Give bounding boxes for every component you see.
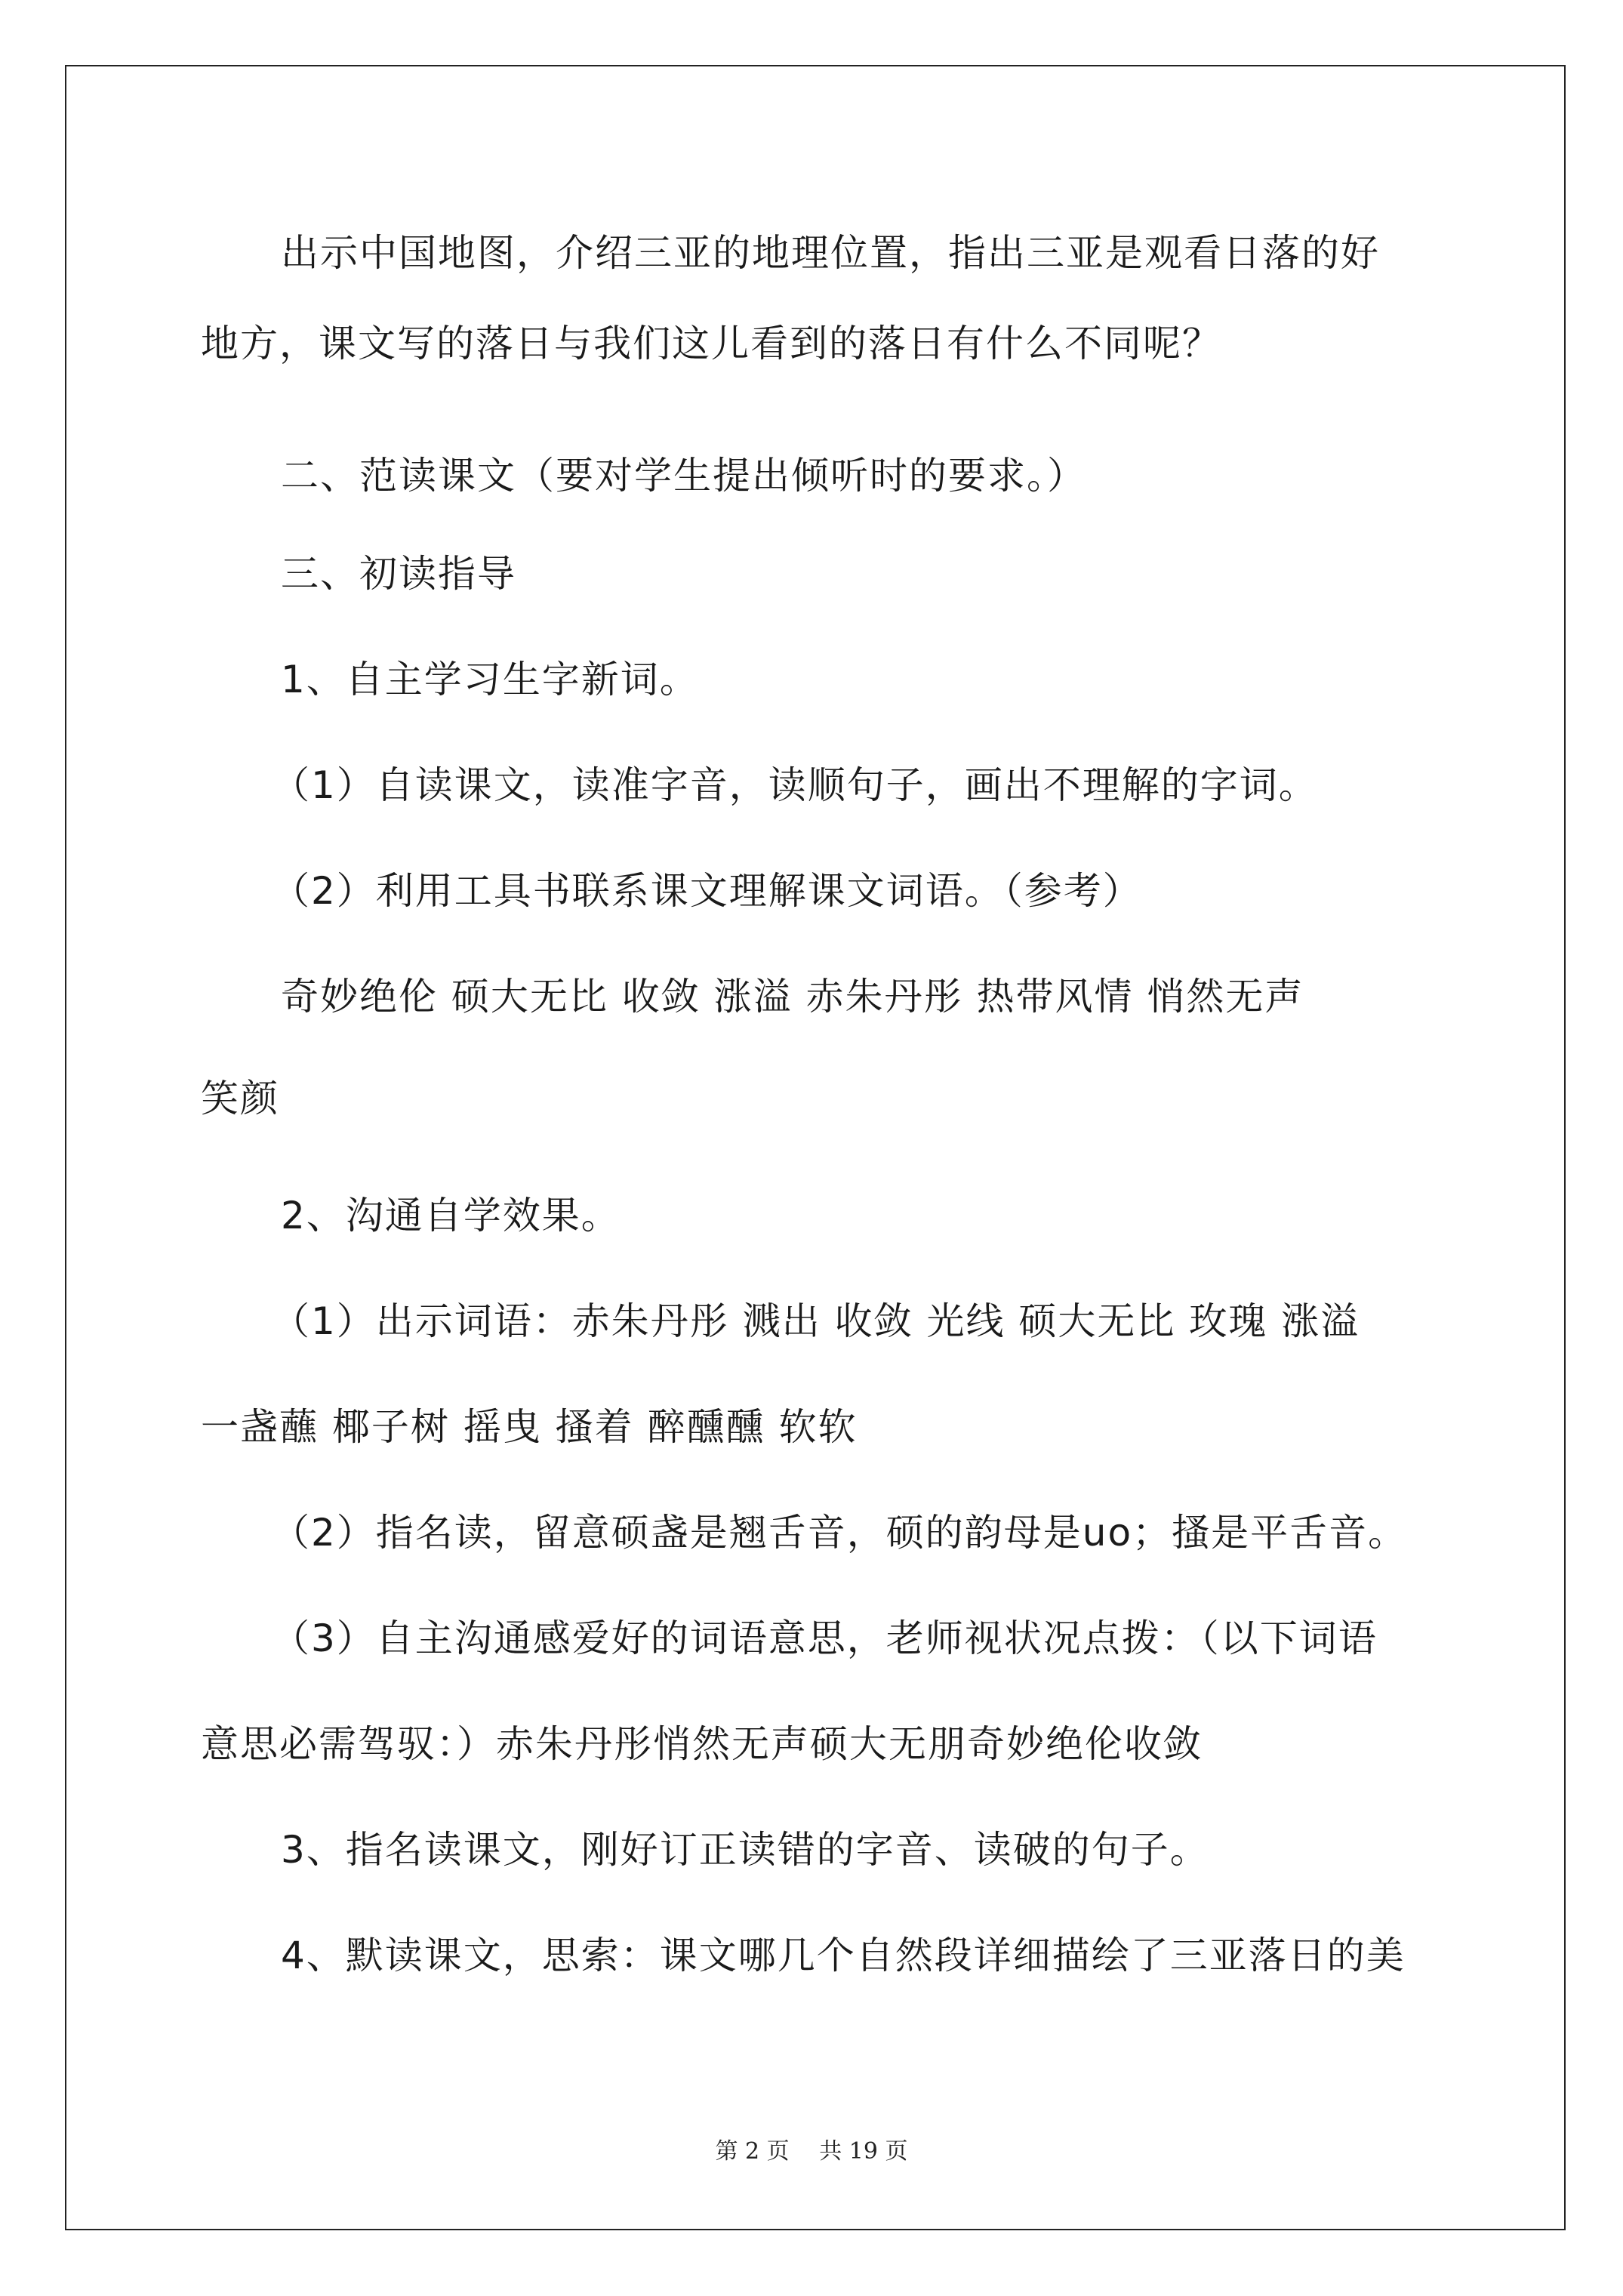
- paragraph-line: （1）自读课文，读准字音，读顺句子，画出不理解的字词。: [272, 763, 1318, 807]
- vocabulary-line: （1）出示词语：赤朱丹彤 溅出 收敛 光线 硕大无比 玫瑰 涨溢: [272, 1299, 1360, 1343]
- paragraph-line: 3、指名读课文，刚好订正读错的字音、读破的句子。: [281, 1828, 1209, 1872]
- paragraph-line: 地方，课文写的落日与我们这儿看到的落日有什么不同呢？: [201, 322, 1221, 365]
- paragraph-line: 意思必需驾驭：）赤朱丹彤悄然无声硕大无朋奇妙绝伦收敛: [201, 1722, 1203, 1766]
- paragraph-line: 二、范读课文（要对学生提出倾听时的要求。）: [281, 454, 1086, 498]
- section-heading: 三、初读指导: [281, 552, 516, 596]
- paragraph-line: 出示中国地图，介绍三亚的地理位置，指出三亚是观看日落的好: [281, 231, 1380, 275]
- paragraph-line: （2）指名读，留意硕盏是翘舌音，硕的韵母是uo；搔是平舌音。: [272, 1511, 1408, 1555]
- paragraph-line: 2、沟通自学效果。: [281, 1194, 621, 1237]
- vocabulary-line: 奇妙绝伦 硕大无比 收敛 涨溢 赤朱丹彤 热带风情 悄然无声: [281, 975, 1304, 1019]
- paragraph-line: （3）自主沟通感爱好的词语意思，老师视状况点拨：（以下词语: [272, 1616, 1378, 1660]
- page-border: [65, 65, 1566, 2230]
- vocabulary-line: 笑颜: [201, 1077, 279, 1120]
- paragraph-line: （2）利用工具书联系课文理解课文词语。（参考）: [272, 869, 1142, 913]
- page-number: 第 2 页 共 19 页: [715, 2138, 908, 2165]
- paragraph-line: 1、自主学习生字新词。: [281, 658, 699, 701]
- vocabulary-line: 一盏蘸 椰子树 摇曳 搔着 醉醺醺 软软: [201, 1405, 858, 1449]
- paragraph-line: 4、默读课文，思索：课文哪几个自然段详细描绘了三亚落日的美: [281, 1934, 1406, 1977]
